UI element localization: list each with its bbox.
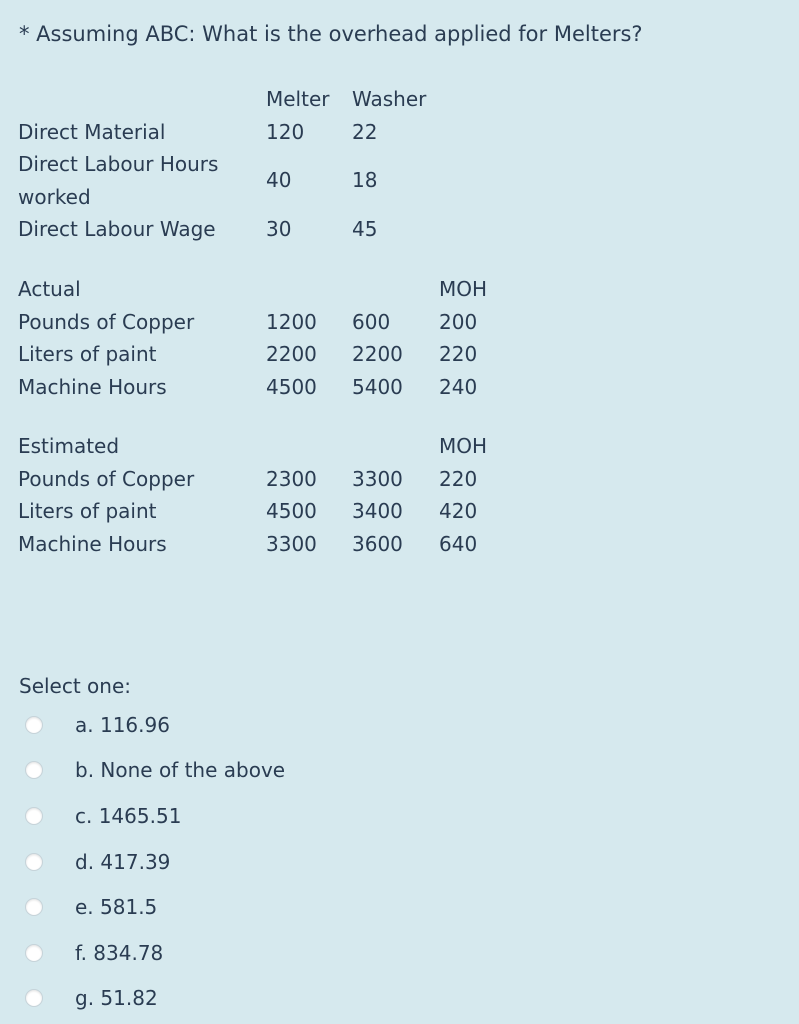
table-header-row [18,430,509,463]
washer-value: 45 [352,217,378,241]
row-label: Liters of paint [18,499,157,523]
melter-value: 2300 [266,466,317,491]
washer-value: 18 [352,168,378,193]
section-title-estimated: Estimated [18,434,120,458]
header-moh: MOH [439,434,488,458]
row-label: Direct Material [18,119,166,144]
radio-button-d[interactable] [25,853,43,871]
melter-value: 120 [266,119,305,144]
moh-value: 200 [439,309,478,334]
estimated-table [18,430,509,560]
radio-button-f[interactable] [25,944,43,962]
moh-value: 240 [439,374,478,399]
washer-value: 3600 [352,531,403,556]
radio-button-b[interactable] [25,761,43,779]
option-g-label[interactable]: g. 51.82 [75,986,158,1011]
section-title-actual: Actual [18,277,81,301]
washer-value: 3400 [352,499,403,523]
option-a-label[interactable]: a. 116.96 [75,712,170,737]
moh-value: 220 [439,466,478,491]
table-row [18,306,509,339]
moh-value: 640 [439,531,478,556]
washer-value: 5400 [352,374,403,399]
table-row [18,463,509,496]
melter-value: 30 [266,217,292,241]
option-e-label[interactable]: e. 581.5 [75,895,158,920]
table-header-row [18,273,509,306]
header-melter: Melter [266,87,330,111]
row-label: Liters of paint [18,342,157,366]
row-label: Pounds of Copper [18,466,195,491]
radio-button-e[interactable] [25,898,43,916]
table-row [18,528,509,561]
option-c[interactable] [25,793,625,839]
melter-value: 1200 [266,309,317,334]
row-label: Direct Labour Wage [18,217,216,241]
option-d-label[interactable]: d. 417.39 [75,849,171,874]
melter-value: 2200 [266,342,317,366]
washer-value: 3300 [352,466,403,491]
table-row [18,338,509,371]
answer-options [25,702,625,1021]
row-label: Pounds of Copper [18,309,195,334]
option-f[interactable] [25,930,625,976]
row-label: Machine Hours [18,374,167,399]
row-label: Machine Hours [18,531,167,556]
table-row [18,495,509,528]
option-g[interactable] [25,976,625,1022]
washer-value: 600 [352,309,391,334]
option-e[interactable] [25,884,625,930]
cost-inputs-table [18,83,439,246]
option-d[interactable] [25,839,625,885]
option-a[interactable] [25,702,625,748]
moh-value: 420 [439,499,478,523]
header-washer: Washer [352,87,427,111]
header-cell-empty [352,273,439,306]
header-cell-empty [352,430,439,463]
table-row [18,148,439,213]
radio-button-c[interactable] [25,807,43,825]
header-cell-empty [18,83,266,116]
moh-value: 220 [439,342,478,366]
header-moh: MOH [439,277,488,301]
table-row [18,116,439,149]
melter-value: 3300 [266,531,317,556]
select-one-prompt: Select one: [19,674,132,698]
washer-value: 2200 [352,342,403,366]
melter-value: 40 [266,168,292,193]
option-c-label[interactable]: c. 1465.51 [75,803,182,828]
header-cell-empty [266,273,352,306]
actual-table [18,273,509,403]
melter-value: 4500 [266,374,317,399]
melter-value: 4500 [266,499,317,523]
table-row [18,213,439,246]
header-cell-empty [266,430,352,463]
row-label: Direct Labour Hours worked [18,152,219,209]
radio-button-g[interactable] [25,989,43,1007]
radio-button-a[interactable] [25,716,43,734]
option-b[interactable] [25,748,625,794]
table-row [18,371,509,404]
option-b-label[interactable]: b. None of the above [75,758,286,783]
washer-value: 22 [352,119,378,144]
table-header-row [18,83,439,116]
question-title: * Assuming ABC: What is the overhead applied for Melters? [19,22,643,46]
option-f-label[interactable]: f. 834.78 [75,940,164,965]
